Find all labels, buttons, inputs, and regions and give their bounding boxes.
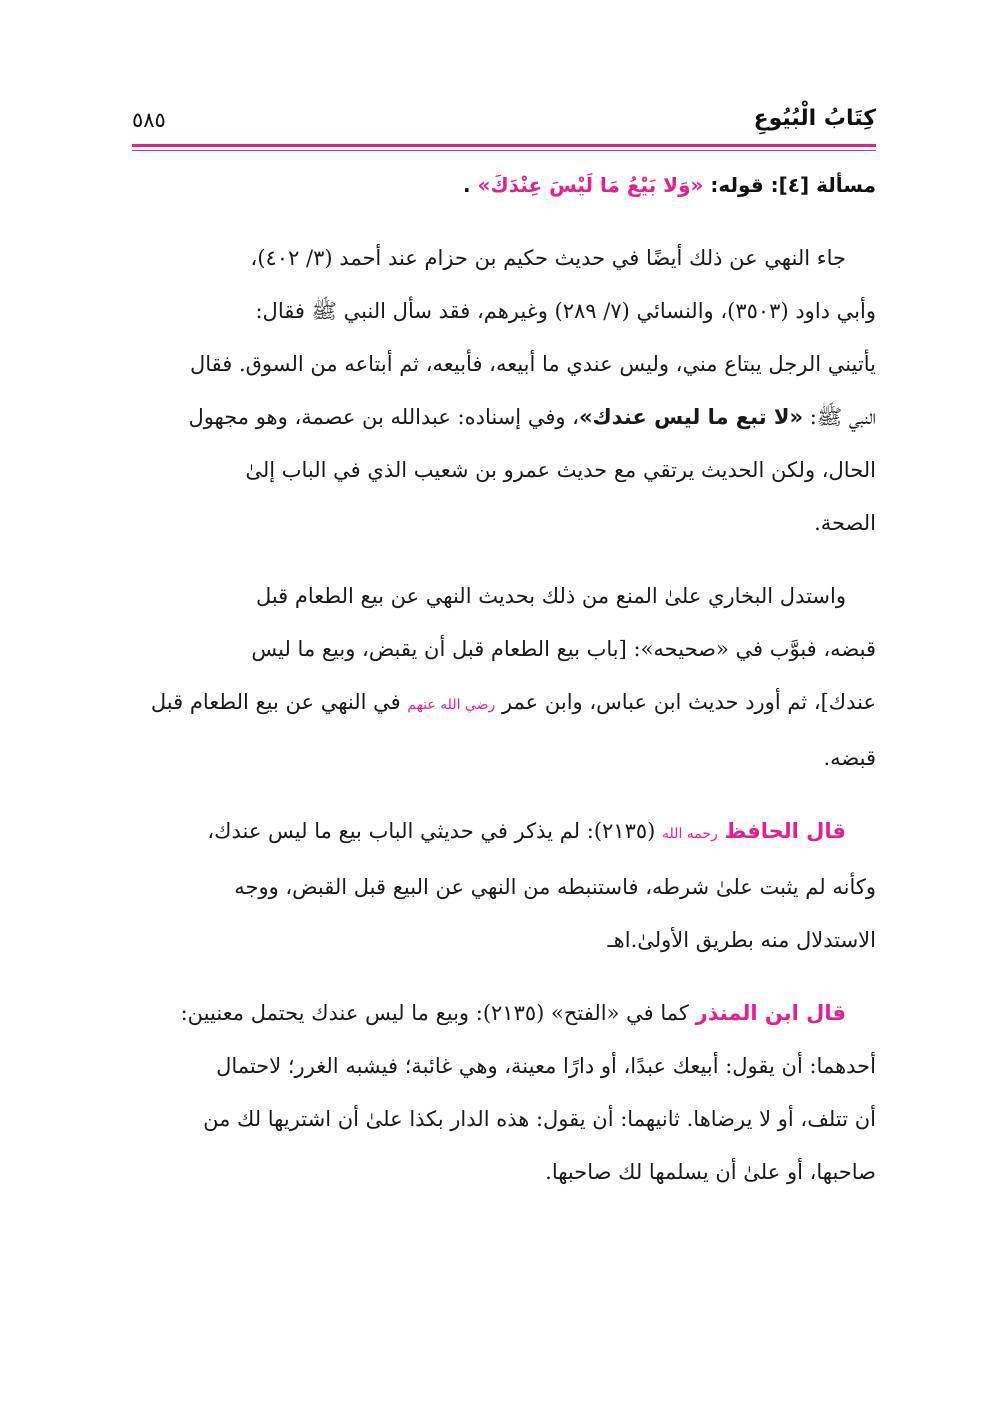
text-segment: في النهي عن بيع الطعام قبل	[150, 690, 401, 714]
issue-end: .	[462, 173, 471, 197]
paragraph-4	[132, 987, 876, 1199]
page-number: ٥٨٥	[132, 108, 166, 132]
issue-heading	[132, 168, 876, 202]
paragraph-line: يأتيني الرجل يبتاع مني، وليس عندي ما أبيعه، فأبيعه، ثم أبتاعه من السوق. فقال	[189, 352, 876, 376]
paragraph-3	[132, 805, 876, 967]
issue-quote: «وَلا بَيْعُ مَا لَيْسَ عِنْدَكَ»	[477, 173, 704, 197]
honorific: رحمه الله	[662, 826, 718, 842]
paragraph-line	[132, 676, 876, 732]
text-segment: النبي ﷺ:	[809, 405, 876, 429]
qawluh-label: قوله:	[710, 173, 764, 197]
hadith-quote: «لا تبع ما ليس عندك»	[578, 405, 804, 429]
paragraph-line: الصحة.	[814, 511, 876, 535]
paragraph-line: قبضه.	[823, 746, 876, 770]
text-segment: كما في «الفتح» (٢١٣٥): وبيع ما ليس عندك يحتمل معنيين:	[180, 1001, 689, 1025]
speaker-name: قال ابن المنذر	[695, 1001, 846, 1025]
paragraph-line: أن تتلف، أو لا يرضاها. ثانيهما: أن يقول: هذه الدار بكذا علىٰ أن اشتريها لك من	[203, 1107, 876, 1131]
paragraph-line: وكأنه لم يثبت علىٰ شرطه، فاستنبطه من النهي عن البيع قبل القبض، ووجه	[234, 875, 876, 899]
issue-label: مسألة [٤]:	[770, 173, 876, 197]
page-header	[132, 96, 876, 146]
honorific: رضي الله عنهم	[407, 697, 496, 713]
paragraph-line	[132, 987, 876, 1040]
paragraph-line	[132, 805, 876, 861]
paragraph-line	[132, 391, 876, 444]
paragraph-line: الاستدلال منه بطريق الأولىٰ.اهـ	[607, 928, 876, 952]
header-rule-thin	[132, 150, 876, 151]
paragraph-line: قبضه، فبوَّب في «صحيحه»: [باب بيع الطعام قبل أن يقبض، وبيع ما ليس	[251, 637, 876, 661]
paragraph-2	[132, 570, 876, 785]
header-rule-thick	[132, 144, 876, 147]
paragraph-line: صاحبها، أو علىٰ أن يسلمها لك صاحبها.	[545, 1160, 876, 1184]
text-segment: (٢١٣٥): لم يذكر في حديثي الباب بيع ما ليس عندك،	[207, 819, 656, 843]
book-page	[132, 96, 876, 1199]
paragraph-line: أحدهما: أن يقول: أبيعك عبدًا، أو دارًا معينة، وهي غائبة؛ فيشبه الغرر؛ لاحتمال	[216, 1054, 876, 1078]
paragraph-1	[132, 232, 876, 550]
paragraph-line: واستدل البخاري علىٰ المنع من ذلك بحديث النهي عن بيع الطعام قبل	[255, 584, 846, 608]
book-title: كِتَابُ الْبُيُوعِ	[753, 106, 876, 131]
paragraph-line: الحال، ولكن الحديث يرتقي مع حديث عمرو بن شعيب الذي في الباب إلىٰ	[245, 458, 876, 482]
text-segment: ، وفي إسناده: عبدالله بن عصمة، وهو مجهول	[188, 405, 579, 429]
text-segment: عندك]، ثم أورد حديث ابن عباس، وابن عمر	[501, 690, 876, 714]
paragraph-line: وأبي داود (٣٥٠٣)، والنسائي (٧/ ٢٨٩) وغيرهم، فقد سأل النبي ﷺ فقال:	[255, 299, 876, 323]
paragraph-line: جاء النهي عن ذلك أيضًا في حديث حكيم بن حزام عند أحمد (٣/ ٤٠٢)،	[250, 246, 846, 270]
speaker-name: قال الحافظ	[724, 819, 846, 843]
